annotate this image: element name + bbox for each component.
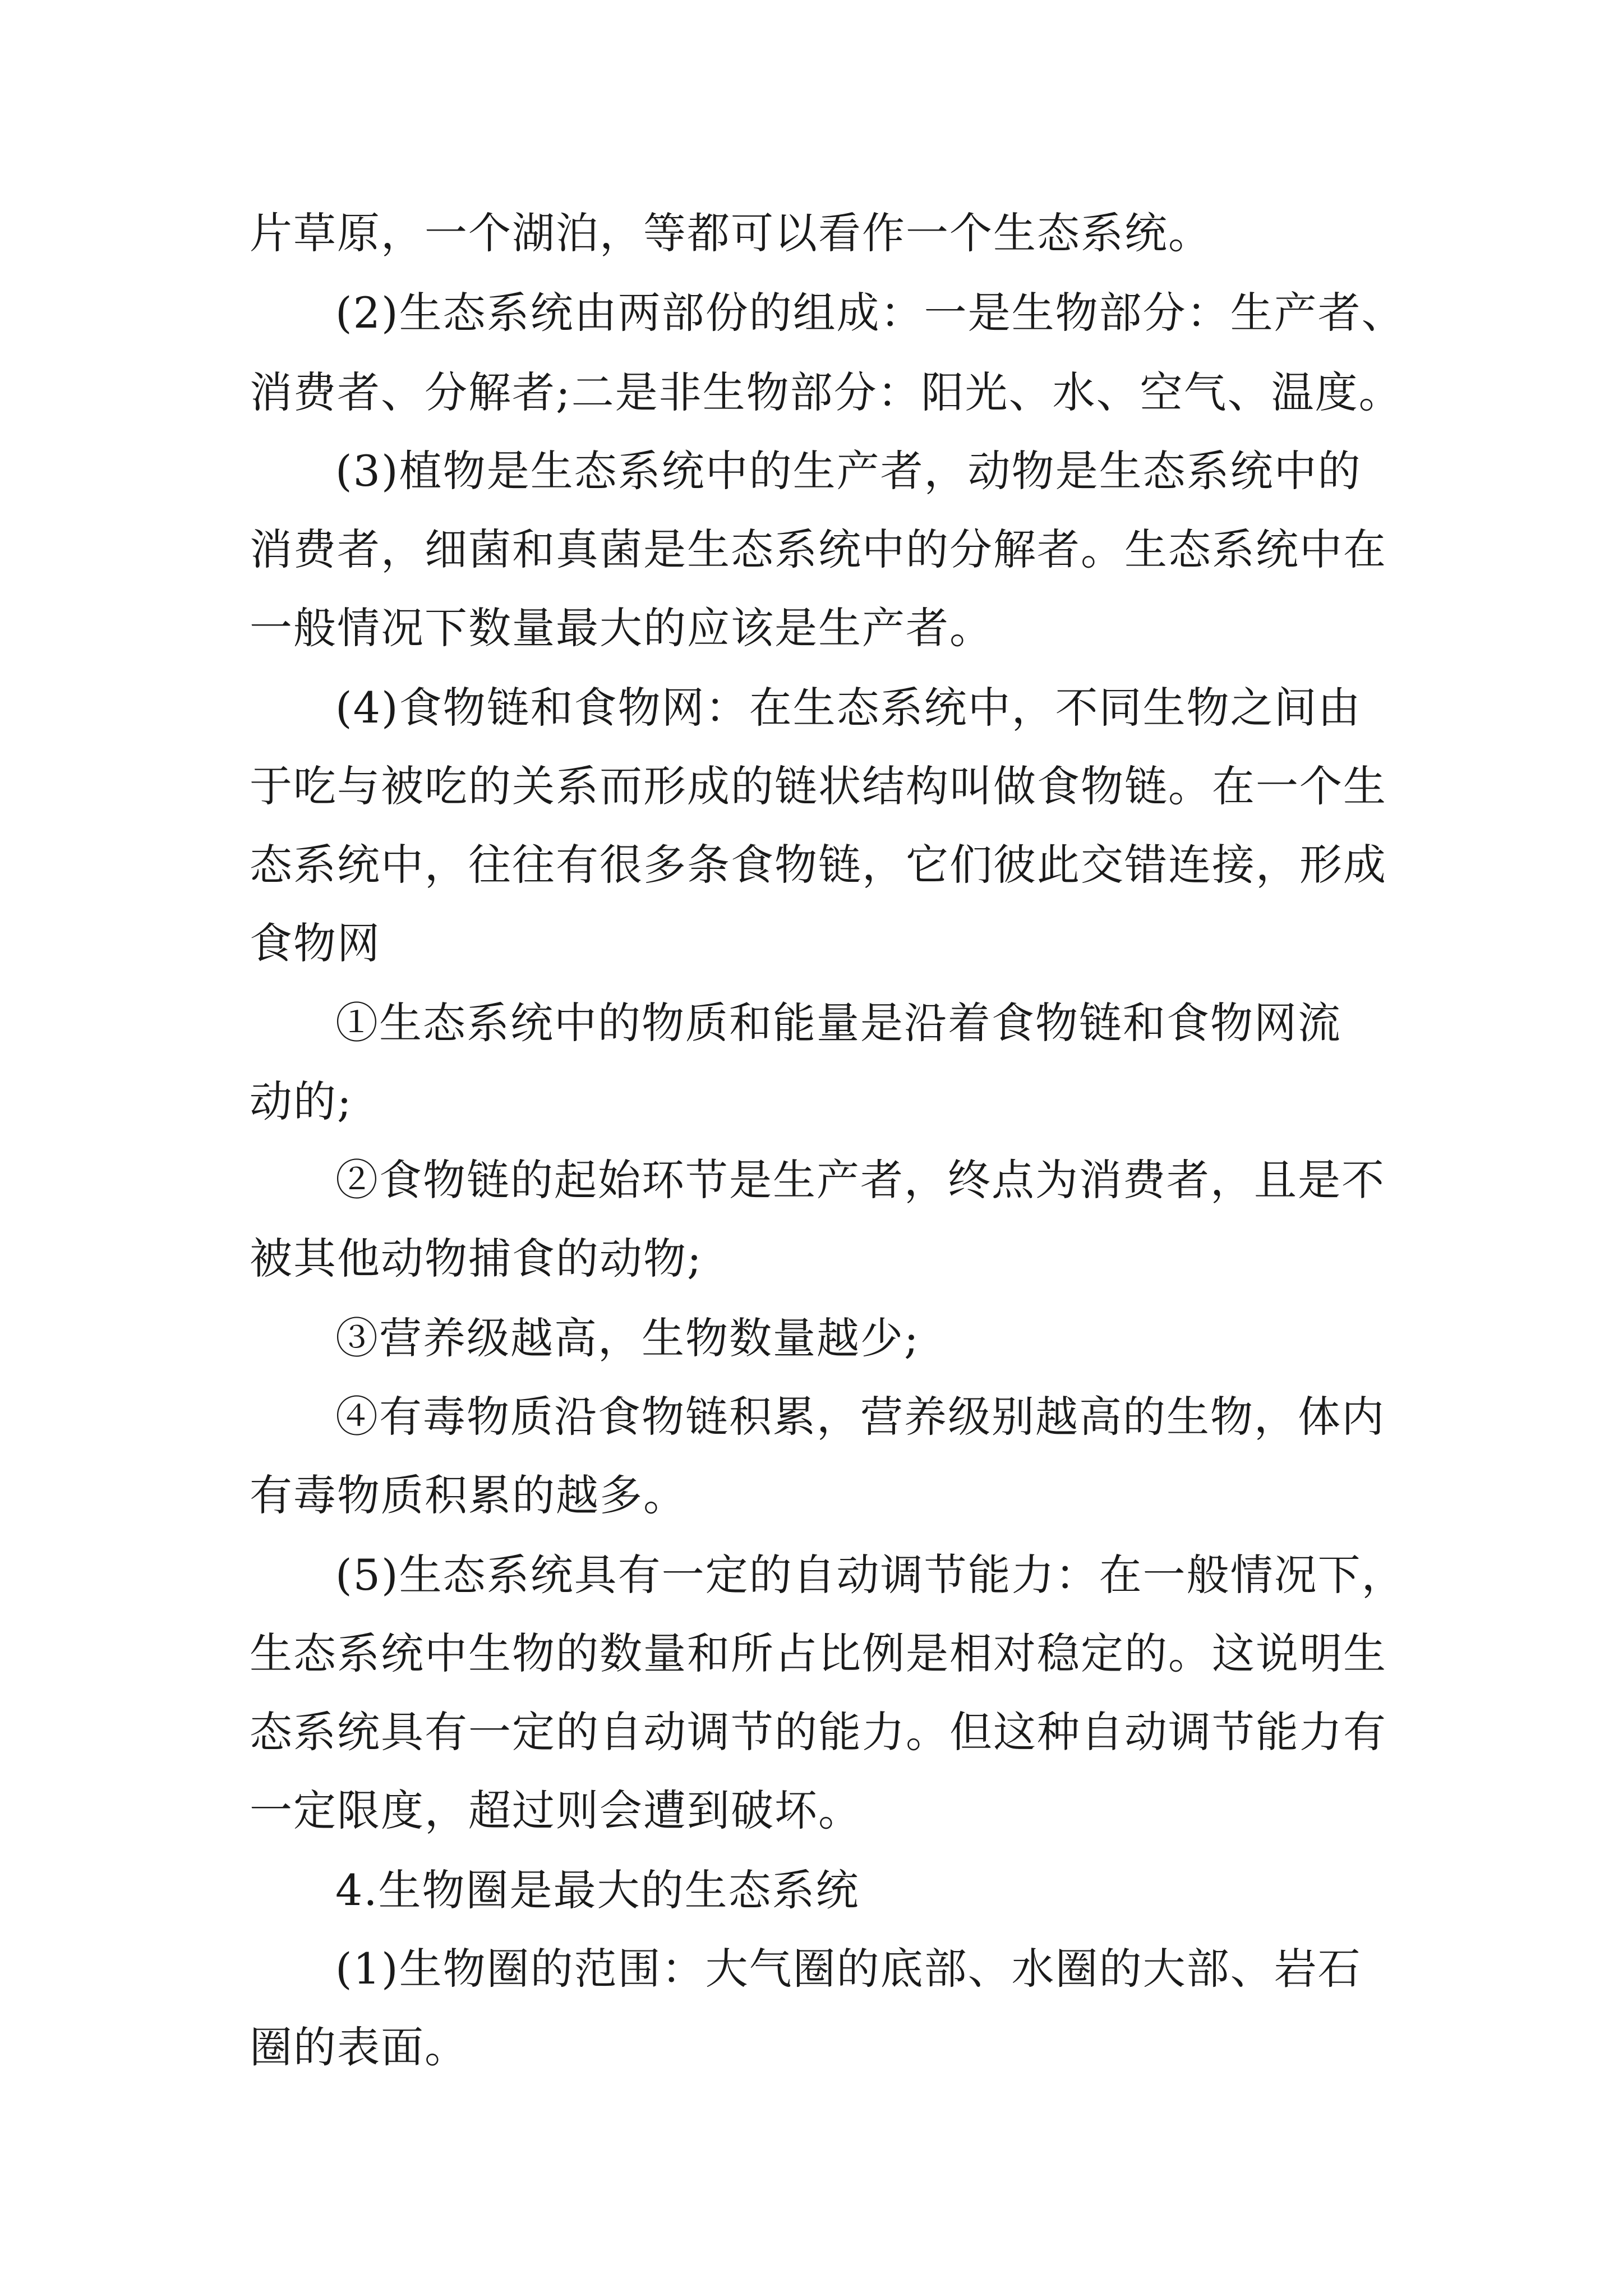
text-line-17: 有毒物质积累的越多。 <box>250 1470 687 1520</box>
text-line-2: (2)生态系统由两部份的组成：一是生物部分：生产者、 <box>335 288 1405 338</box>
text-line-12: 动的; <box>250 1076 353 1126</box>
text-line-24: 圈的表面。 <box>250 2022 468 2072</box>
text-line-11: ①生态系统中的物质和能量是沿着食物链和食物网流 <box>335 998 1341 1048</box>
text-line-4: (3)植物是生态系统中的生产者，动物是生态系统中的 <box>335 446 1362 496</box>
text-line-7: (4)食物链和食物网：在生态系统中，不同生物之间由 <box>335 683 1362 733</box>
text-line-1: 片草原，一个湖泊，等都可以看作一个生态系统。 <box>250 208 1212 258</box>
text-line-19: 生态系统中生物的数量和所占比例是相对稳定的。这说明生 <box>250 1628 1387 1678</box>
text-line-15: ③营养级越高，生物数量越少; <box>335 1313 920 1363</box>
text-line-18: (5)生态系统具有一定的自动调节能力：在一般情况下， <box>335 1550 1405 1600</box>
text-line-16: ④有毒物质沿食物链积累，营养级别越高的生物，体内 <box>335 1392 1385 1442</box>
text-line-8: 于吃与被吃的关系而形成的链状结构叫做食物链。在一个生 <box>250 761 1387 811</box>
text-line-13: ②食物链的起始环节是生产者，终点为消费者，且是不 <box>335 1155 1385 1205</box>
text-line-6: 一般情况下数量最大的应该是生产者。 <box>250 603 993 653</box>
text-line-9: 态系统中，往往有很多条食物链，它们彼此交错连接，形成 <box>250 840 1387 890</box>
text-line-23: (1)生物圈的范围：大气圈的底部、水圈的大部、岩石 <box>335 1944 1362 1994</box>
text-line-14: 被其他动物捕食的动物; <box>250 1234 703 1283</box>
text-line-21: 一定限度，超过则会遭到破坏。 <box>250 1786 862 1835</box>
text-line-3: 消费者、分解者;二是非生物部分：阳光、水、空气、温度。 <box>250 367 1403 417</box>
text-line-5: 消费者，细菌和真菌是生态系统中的分解者。生态系统中在 <box>250 524 1387 574</box>
text-line-10: 食物网 <box>250 918 381 968</box>
text-line-20: 态系统具有一定的自动调节的能力。但这种自动调节能力有 <box>250 1707 1387 1757</box>
text-line-22: 4.生物圈是最大的生态系统 <box>335 1865 860 1915</box>
